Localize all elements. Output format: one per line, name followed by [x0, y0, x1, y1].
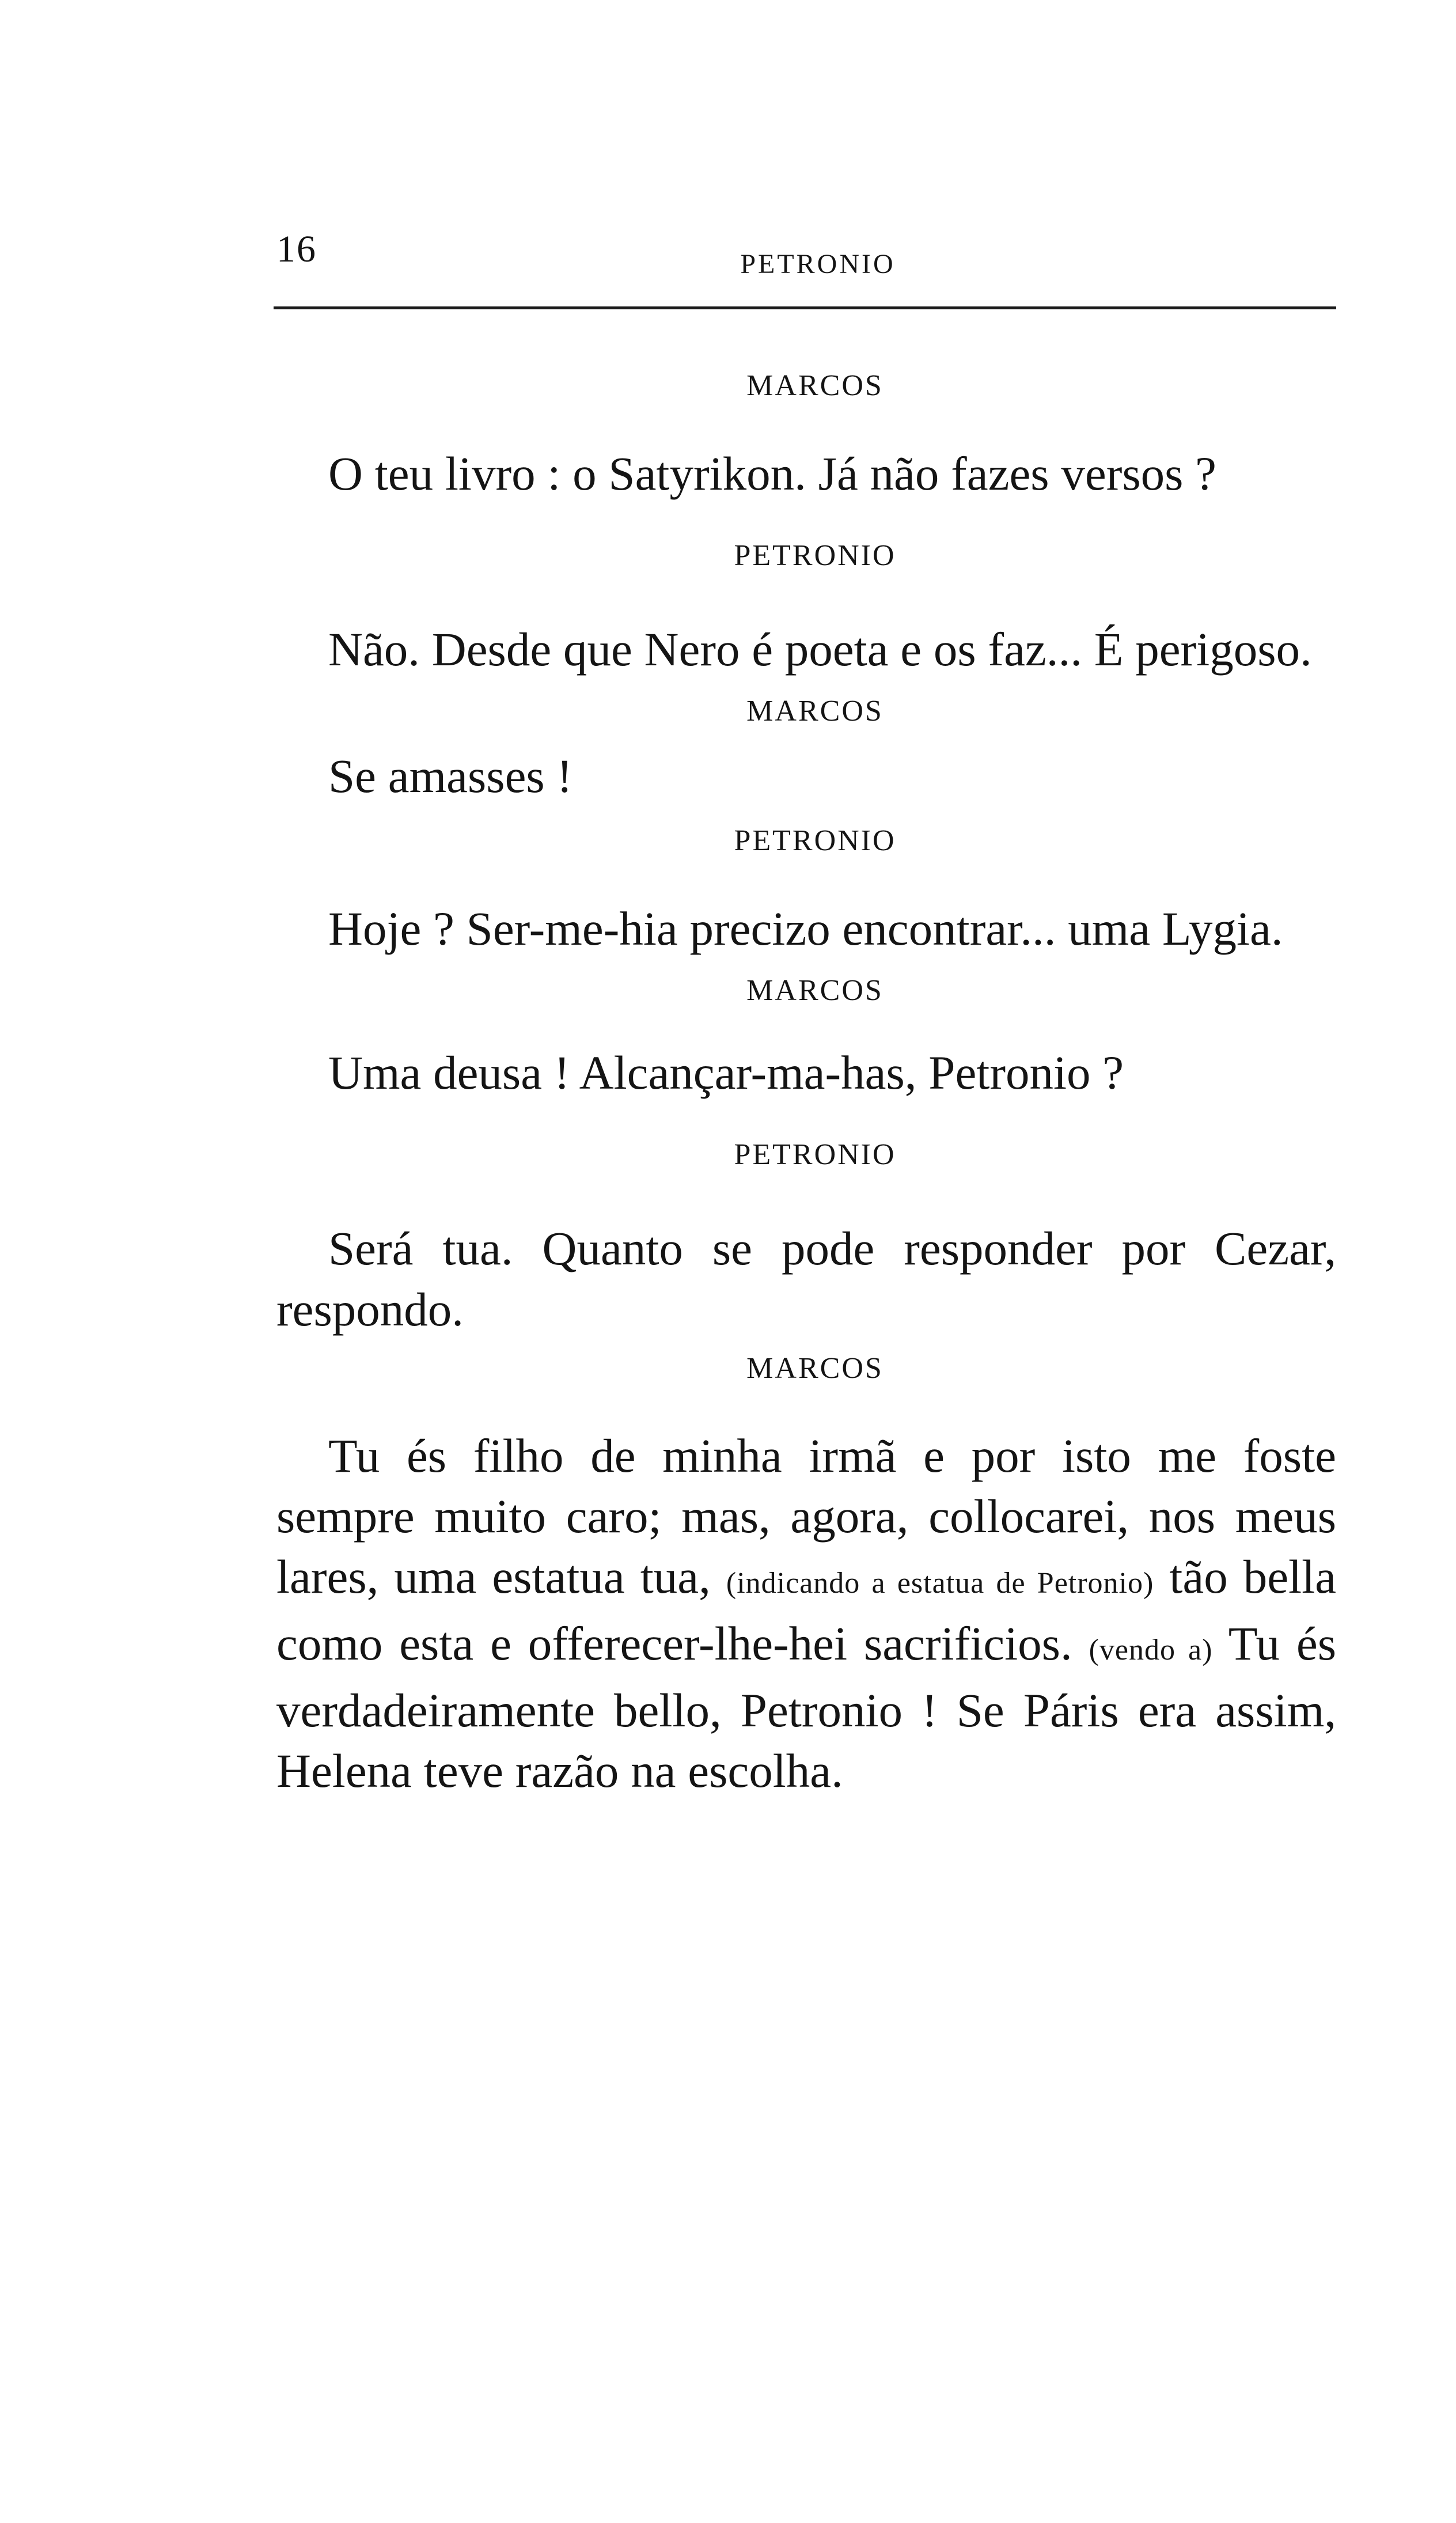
speech-text: Será tua. Quanto se pode responder por Cezar, respondo. — [276, 1222, 1336, 1336]
speech — [276, 1218, 1336, 1340]
speaker-name: MARCOS — [746, 695, 884, 728]
speaker-name: PETRONIO — [734, 539, 896, 572]
speech-text: Hoje ? Ser-me-hia precizo encontrar... uma Lygia. — [328, 902, 1283, 955]
speaker-name: MARCOS — [746, 1352, 884, 1385]
speech-text: Tu és verdadeiramente bello, Petronio ! Se Páris era assim, Helena teve razão na escolha. — [276, 1617, 1337, 1797]
speaker-name: PETRONIO — [734, 824, 896, 857]
speech-text: Se amasses ! — [328, 749, 573, 802]
speech — [276, 1426, 1336, 1801]
speech — [276, 619, 1336, 680]
page-header — [276, 228, 1336, 279]
speech — [276, 1042, 1336, 1103]
speech-text: tão bella como esta e offerecer-lhe-hei sacrificios. — [276, 1550, 1336, 1670]
speech-text: Não. Desde que Nero é poeta e os faz... É perigoso. — [328, 623, 1312, 676]
speaker-name: MARCOS — [746, 974, 884, 1007]
speech — [276, 443, 1336, 504]
speech-text: O teu livro : o Satyrikon. Já não fazes versos ? — [328, 447, 1217, 500]
stage-direction: (vendo a) — [1089, 1634, 1213, 1666]
stage-direction: (indicando a estatua de Petronio) — [726, 1567, 1154, 1600]
speech-text: Uma deusa ! Alcançar-ma-has, Petronio ? — [328, 1046, 1124, 1099]
speech — [276, 898, 1336, 959]
header-rule — [274, 306, 1336, 309]
dialogue-text — [276, 323, 1336, 1801]
running-title: PETRONIO — [740, 249, 896, 279]
speaker-name: MARCOS — [746, 369, 884, 402]
page-number: 16 — [276, 228, 317, 270]
speech — [276, 745, 1336, 806]
speech-text: Tu és filho de minha irmã e por isto me foste sempre muito caro; mas, agora, collocarei, nos meus lares, uma estatua tua, — [276, 1429, 1336, 1603]
speaker-name: PETRONIO — [734, 1138, 896, 1171]
